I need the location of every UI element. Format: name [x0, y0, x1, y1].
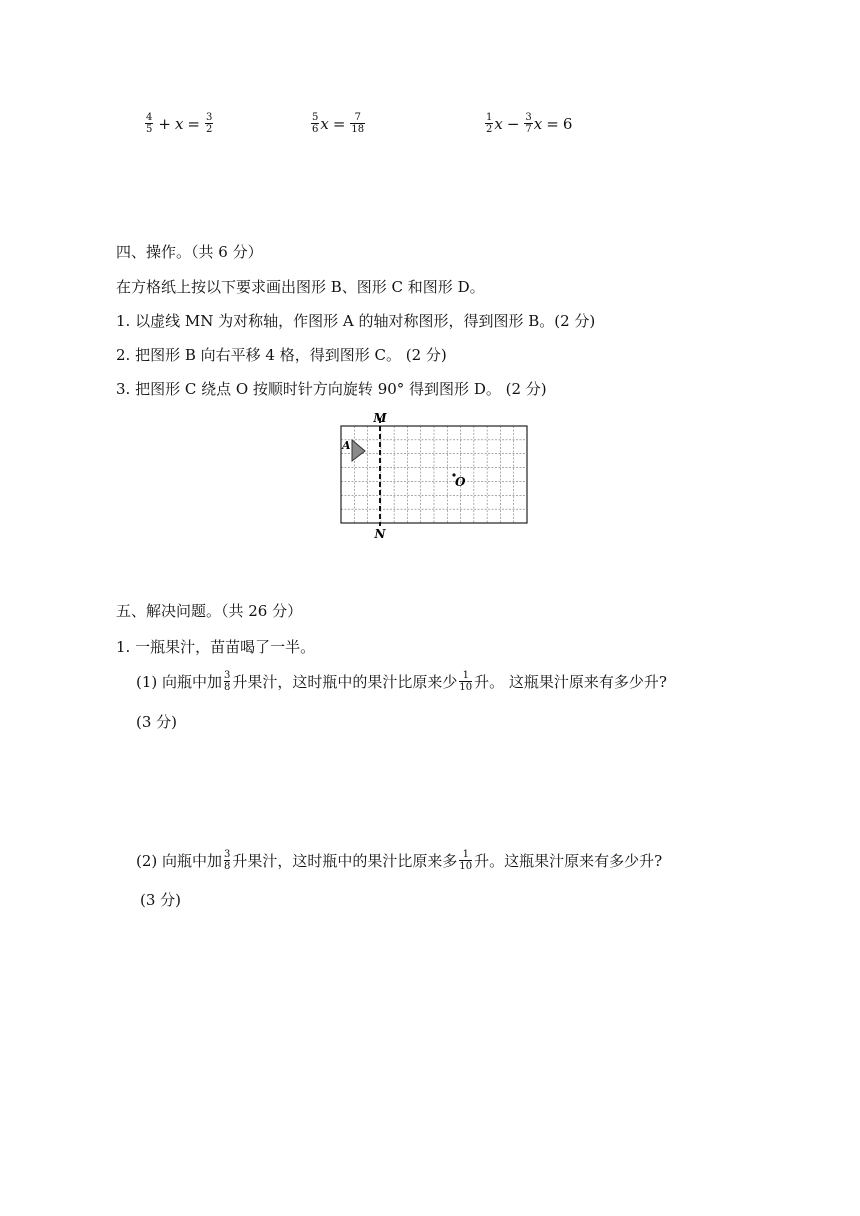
sub-question-2: (2) 向瓶中加 $\frac{3}{8}$ 升果汁，这时瓶中的果汁比原来多 $\frac{1}{10}$ 升。这瓶果汁原来有多少升?	[136, 849, 663, 872]
label-m: M	[373, 411, 387, 425]
section-4-heading: 四、操作。（共 6 分）	[116, 243, 263, 261]
fraction: $\frac{7}{18}$	[351, 112, 365, 135]
sub-question-1: (1) 向瓶中加 $\frac{3}{8}$ 升果汁，这时瓶中的果汁比原来少 $\frac{1}{10}$ 升。 这瓶果汁原来有多少升?	[136, 670, 667, 693]
fraction: $\frac{1}{10}$	[459, 670, 473, 693]
section-4-item-2: 2. 把图形 B 向右平移 4 格，得到图形 C。 (2 分)	[116, 346, 447, 364]
fraction: $\frac{3}{7}$	[525, 112, 532, 135]
grid-lines	[341, 426, 527, 523]
sub-question-1-points: (3 分)	[136, 713, 178, 731]
fraction: $\frac{4}{5}$	[146, 112, 153, 135]
equation-1: $\frac{4}{5}$ + x = $\frac{3}{2}$	[146, 112, 213, 135]
fraction: $\frac{5}{6}$	[312, 112, 319, 135]
grid-figure	[336, 408, 532, 540]
equation-3: $\frac{1}{2}$ x − $\frac{3}{7}$ x = 6	[486, 112, 573, 135]
equation-2: $\frac{5}{6}$ x = $\frac{7}{18}$	[312, 112, 365, 135]
label-a: A	[342, 439, 351, 452]
label-n: N	[374, 527, 386, 540]
fraction: $\frac{3}{2}$	[206, 112, 213, 135]
fraction: $\frac{3}{8}$	[224, 849, 231, 872]
fraction: $\frac{3}{8}$	[224, 670, 231, 693]
label-o: O	[455, 475, 466, 489]
section-5-heading: 五、解决问题。（共 26 分）	[116, 602, 303, 620]
section-4-item-3: 3. 把图形 C 绕点 O 按顺时针方向旋转 90° 得到图形 D。 (2 分)	[116, 380, 547, 398]
sub-question-2-points: (3 分)	[140, 891, 182, 909]
section-4-instruction: 在方格纸上按以下要求画出图形 B、图形 C 和图形 D。	[116, 278, 485, 296]
fraction: $\frac{1}{10}$	[459, 849, 473, 872]
shape-a	[352, 440, 365, 461]
fraction: $\frac{1}{2}$	[486, 112, 493, 135]
section-4-item-1: 1. 以虚线 MN 为对称轴，作图形 A 的轴对称图形，得到图形 B。(2 分)	[116, 312, 596, 330]
question-1: 1. 一瓶果汁，苗苗喝了一半。	[116, 638, 316, 656]
